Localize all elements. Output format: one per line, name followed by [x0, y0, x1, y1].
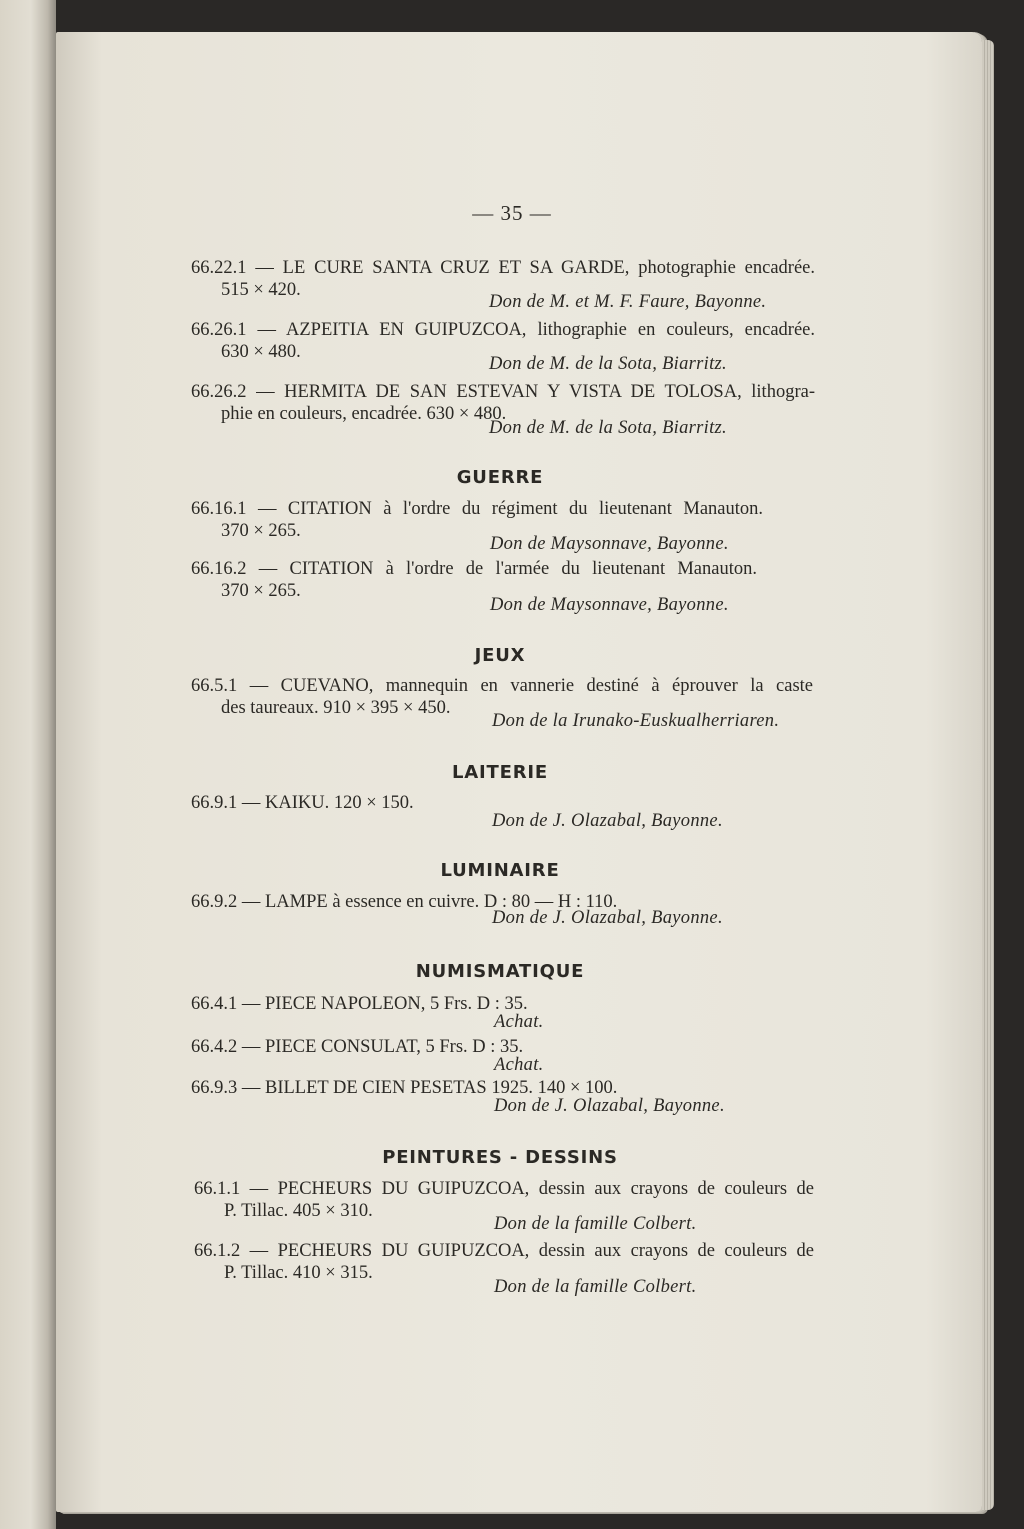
donor-line: Don de Maysonnave, Bayonne.: [490, 534, 729, 554]
entry-title: 66.26.1 — AZPEITIA EN GUIPUZCOA, lithographie en couleurs, encadrée.: [191, 320, 815, 340]
entry-title: 66.1.1 — PECHEURS DU GUIPUZCOA, dessin aux crayons de couleurs de: [194, 1179, 814, 1199]
section-heading-luminaire: LUMINAIRE: [440, 860, 560, 881]
entry-title: 66.22.1 — LE CURE SANTA CRUZ ET SA GARDE, photographie encadrée.: [191, 258, 815, 278]
entry-title: 66.9.2 — LAMPE à essence en cuivre. D : 80 — H : 110.: [191, 892, 618, 912]
donor-line: Don de J. Olazabal, Bayonne.: [492, 908, 723, 928]
entry-dimensions: 630 × 480.: [221, 342, 301, 362]
donor-line: Don de M. et M. F. Faure, Bayonne.: [489, 292, 767, 312]
page-number: — 35 —: [472, 201, 552, 225]
donor-line: Don de M. de la Sota, Biarritz.: [489, 418, 727, 438]
entry-title: 66.1.2 — PECHEURS DU GUIPUZCOA, dessin aux crayons de couleurs de: [194, 1241, 814, 1261]
section-heading-peintures-dessins: PEINTURES - DESSINS: [382, 1147, 618, 1168]
entry-title: 66.9.1 — KAIKU. 120 × 150.: [191, 793, 414, 813]
entry-title: 66.9.3 — BILLET DE CIEN PESETAS 1925. 140 × 100.: [191, 1078, 618, 1098]
entry-dimensions: 370 × 265.: [221, 521, 301, 541]
donor-line: Don de la Irunako-Euskualherriaren.: [492, 711, 780, 731]
donor-line: Achat.: [494, 1055, 544, 1075]
donor-line: Don de J. Olazabal, Bayonne.: [494, 1096, 725, 1116]
entry-title: 66.16.2 — CITATION à l'ordre de l'armée du lieutenant Manauton.: [191, 559, 757, 579]
entry-title: 66.26.2 — HERMITA DE SAN ESTEVAN Y VISTA DE TOLOSA, lithogra-: [191, 382, 815, 402]
entry-dimensions: 370 × 265.: [221, 581, 301, 601]
entry-dimensions: des taureaux. 910 × 395 × 450.: [221, 698, 451, 718]
section-heading-jeux: JEUX: [474, 645, 526, 666]
entry-dimensions: phie en couleurs, encadrée. 630 × 480.: [221, 404, 507, 424]
entry-title: 66.4.1 — PIECE NAPOLEON, 5 Frs. D : 35.: [191, 994, 528, 1014]
entry-title: 66.5.1 — CUEVANO, mannequin en vannerie destiné à éprouver la caste: [191, 676, 813, 696]
entry-title: 66.16.1 — CITATION à l'ordre du régiment du lieutenant Manauton.: [191, 499, 763, 519]
entry-dimensions: P. Tillac. 410 × 315.: [224, 1263, 373, 1283]
section-heading-laiterie: LAITERIE: [452, 762, 548, 783]
donor-line: Don de M. de la Sota, Biarritz.: [489, 354, 727, 374]
section-heading-guerre: GUERRE: [456, 467, 544, 488]
entry-title: 66.4.2 — PIECE CONSULAT, 5 Frs. D : 35.: [191, 1037, 524, 1057]
donor-line: Don de la famille Colbert.: [494, 1277, 697, 1297]
entry-dimensions: P. Tillac. 405 × 310.: [224, 1201, 373, 1221]
section-heading-numismatique: NUMISMATIQUE: [415, 961, 585, 982]
entry-dimensions: 515 × 420.: [221, 280, 301, 300]
donor-line: Achat.: [494, 1012, 544, 1032]
donor-line: Don de J. Olazabal, Bayonne.: [492, 811, 723, 831]
donor-line: Don de Maysonnave, Bayonne.: [490, 595, 729, 615]
donor-line: Don de la famille Colbert.: [494, 1214, 697, 1234]
